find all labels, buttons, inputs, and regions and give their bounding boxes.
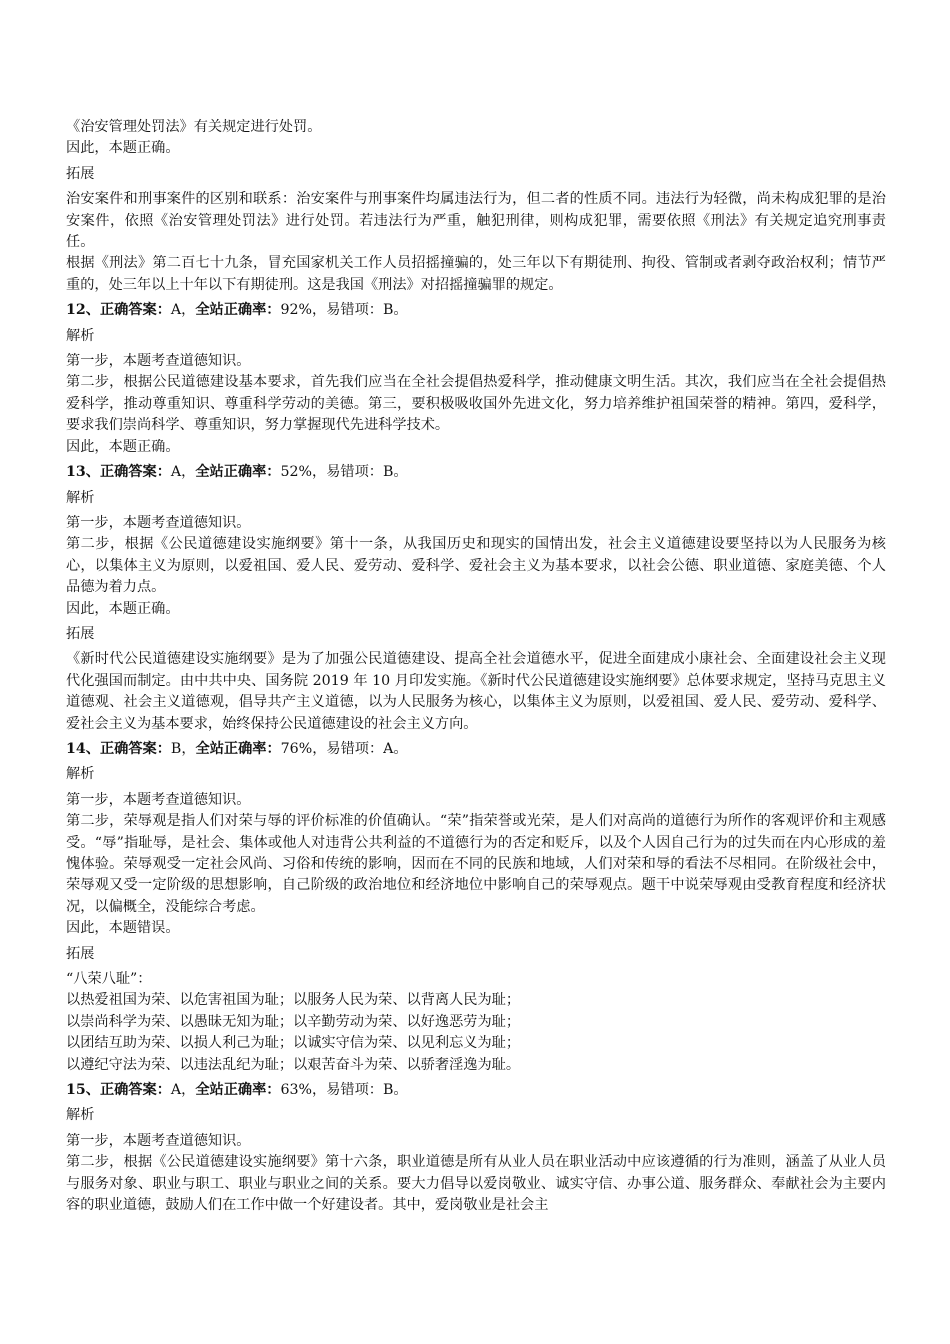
paragraph: 因此，本题正确。 bbox=[66, 438, 180, 455]
paragraph: 因此，本题错误。 bbox=[66, 920, 180, 937]
paragraph: 第二步，根据《公民道德建设实施纲要》第十一条，从我国历史和现实的国情出发，社会主义道德建设要坚持以为人民服务为核心，以集体主义为原则，以爱祖国、爱人民、爱劳动、爱科学、爱社会主义为基本要求，以社会公德、职业道德、家庭美德、个人品德为着力点。 bbox=[66, 536, 886, 596]
answer-value: B， bbox=[170, 740, 196, 757]
paragraph: 治安案件和刑事案件的区别和联系：治安案件与刑事案件均属违法行为，但二者的性质不同。违法行为轻微，尚未构成犯罪的是治安案件，依照《治安管理处罚法》进行处罚。若违法行为严重，触犯刑律，则构成犯罪，需要依照《刑法》有关规定追究刑事责任。 bbox=[66, 191, 886, 251]
question-number: 13、 bbox=[66, 464, 100, 481]
paragraph: 第二步，根据《公民道德建设实施纲要》第十六条，职业道德是所有从业人员在职业活动中应该遵循的行为准则，涵盖了从业人员与服务对象、职业与职工、职业与职业之间的关系。要大力倡导以爱岗敬业、诚实守信、办事公道、服务群众、奉献社会为主要内容的职业道德，鼓励人们在工作中做一个好建设者。其中，爱岗敬业是社会主 bbox=[66, 1154, 886, 1214]
answer-label: 正确答案： bbox=[99, 740, 171, 757]
answer-heading bbox=[66, 1080, 886, 1101]
analysis-label: 解析 bbox=[66, 1107, 95, 1124]
question-number: 12、 bbox=[66, 302, 100, 319]
text-line: 《治安管理处罚法》有关规定进行处罚。 bbox=[66, 119, 322, 135]
rate-label: 全站正确率： bbox=[195, 302, 281, 319]
paragraph: 第二步，荣辱观是指人们对荣与辱的评价标准的价值确认。“荣”指荣誉或光荣，是人们对高尚的道德行为所作的客观评价和主观感受。“辱”指耻辱，是社会、集体或他人对违背公共利益的不道德行为的否定和贬斥，以及个人因自己行为的过失而在内心形成的羞愧体验。荣辱观受一定社会风尚、习俗和传统的影响，因而在不同的民族和地域，人们对荣和辱的看法不尽相同。在阶级社会中，荣辱观又受一定阶级的思想影响，自己阶级的政治地位和经济地位中影响自己的荣辱观点。题干中说荣辱观由受教育程度和经济状况，以偏概全，没能综合考虑。 bbox=[66, 813, 886, 915]
document-page bbox=[66, 117, 886, 1217]
answer-value: A， bbox=[170, 464, 196, 481]
paragraph: 因此，本题正确。 bbox=[66, 600, 180, 617]
paragraph: “八荣八耻”： bbox=[66, 971, 152, 988]
analysis-label: 解析 bbox=[66, 327, 95, 344]
answer-heading bbox=[66, 462, 886, 483]
answer-label: 正确答案： bbox=[99, 302, 171, 319]
answer-label: 正确答案： bbox=[99, 1082, 171, 1099]
rate-value: 63%，易错项：B。 bbox=[280, 1082, 408, 1099]
rate-label: 全站正确率： bbox=[195, 740, 281, 757]
answer-value: A， bbox=[170, 302, 196, 319]
question-number: 14、 bbox=[66, 740, 100, 757]
paragraph: 以热爱祖国为荣、以危害祖国为耻；以服务人民为荣、以背离人民为耻； bbox=[66, 992, 521, 1009]
extension-label: 拓展 bbox=[66, 165, 95, 182]
paragraph: 第一步，本题考查道德知识。 bbox=[66, 791, 251, 808]
paragraph: 《新时代公民道德建设实施纲要》是为了加强公民道德建设、提高全社会道德水平，促进全面建成小康社会、全面建设社会主义现代化强国而制定。由中共中央、国务院 2019 年 10 月印发实施。《新时代公民道德建设实施纲要》总体要求规定，坚持马克思主义道德观、社会主义道德观，倡导共产主义道德，以为人民服务为核心，以集体主义为原则，以爱祖国、爱人民、爱劳动、爱科学、爱社会主义为基本要求，始终保持公民道德建设的社会主义方向。 bbox=[66, 651, 886, 732]
paragraph: 第二步，根据公民道德建设基本要求，首先我们应当在全社会提倡热爱科学，推动健康文明生活。其次，我们应当在全社会提倡热爱科学，推动尊重知识、尊重科学劳动的美德。第三，要积极吸收国外先进文化，努力培养维护祖国荣誉的精神。第四，爱科学，要求我们崇尚科学、尊重知识，努力掌握现代先进科学技术。 bbox=[66, 374, 886, 434]
text-line: 因此，本题正确。 bbox=[66, 140, 180, 157]
extension-label: 拓展 bbox=[66, 945, 95, 962]
extension-label: 拓展 bbox=[66, 625, 95, 642]
paragraph: 以团结互助为荣、以损人利己为耻；以诚实守信为荣、以见利忘义为耻； bbox=[66, 1035, 521, 1052]
paragraph: 根据《刑法》第二百七十九条，冒充国家机关工作人员招摇撞骗的，处三年以下有期徒刑、拘役、管制或者剥夺政治权利；情节严重的，处三年以上十年以下有期徒刑。这是我国《刑法》对招摇撞骗罪的规定。 bbox=[66, 255, 886, 293]
answer-label: 正确答案： bbox=[99, 464, 171, 481]
rate-value: 52%，易错项：B。 bbox=[280, 464, 408, 481]
rate-value: 92%，易错项：B。 bbox=[280, 302, 408, 319]
paragraph: 以遵纪守法为荣、以违法乱纪为耻；以艰苦奋斗为荣、以骄奢淫逸为耻。 bbox=[66, 1056, 521, 1073]
rate-value: 76%，易错项：A。 bbox=[280, 740, 408, 757]
analysis-label: 解析 bbox=[66, 766, 95, 783]
paragraph: 第一步，本题考查道德知识。 bbox=[66, 514, 251, 531]
rate-label: 全站正确率： bbox=[195, 464, 281, 481]
answer-heading bbox=[66, 300, 886, 321]
answer-value: A， bbox=[170, 1082, 196, 1099]
question-number: 15、 bbox=[66, 1082, 100, 1099]
paragraph: 以崇尚科学为荣、以愚昧无知为耻；以辛勤劳动为荣、以好逸恶劳为耻； bbox=[66, 1013, 521, 1030]
analysis-label: 解析 bbox=[66, 489, 95, 506]
rate-label: 全站正确率： bbox=[195, 1082, 281, 1099]
answer-heading bbox=[66, 739, 886, 760]
paragraph: 第一步，本题考查道德知识。 bbox=[66, 353, 251, 370]
paragraph: 第一步，本题考查道德知识。 bbox=[66, 1132, 251, 1149]
